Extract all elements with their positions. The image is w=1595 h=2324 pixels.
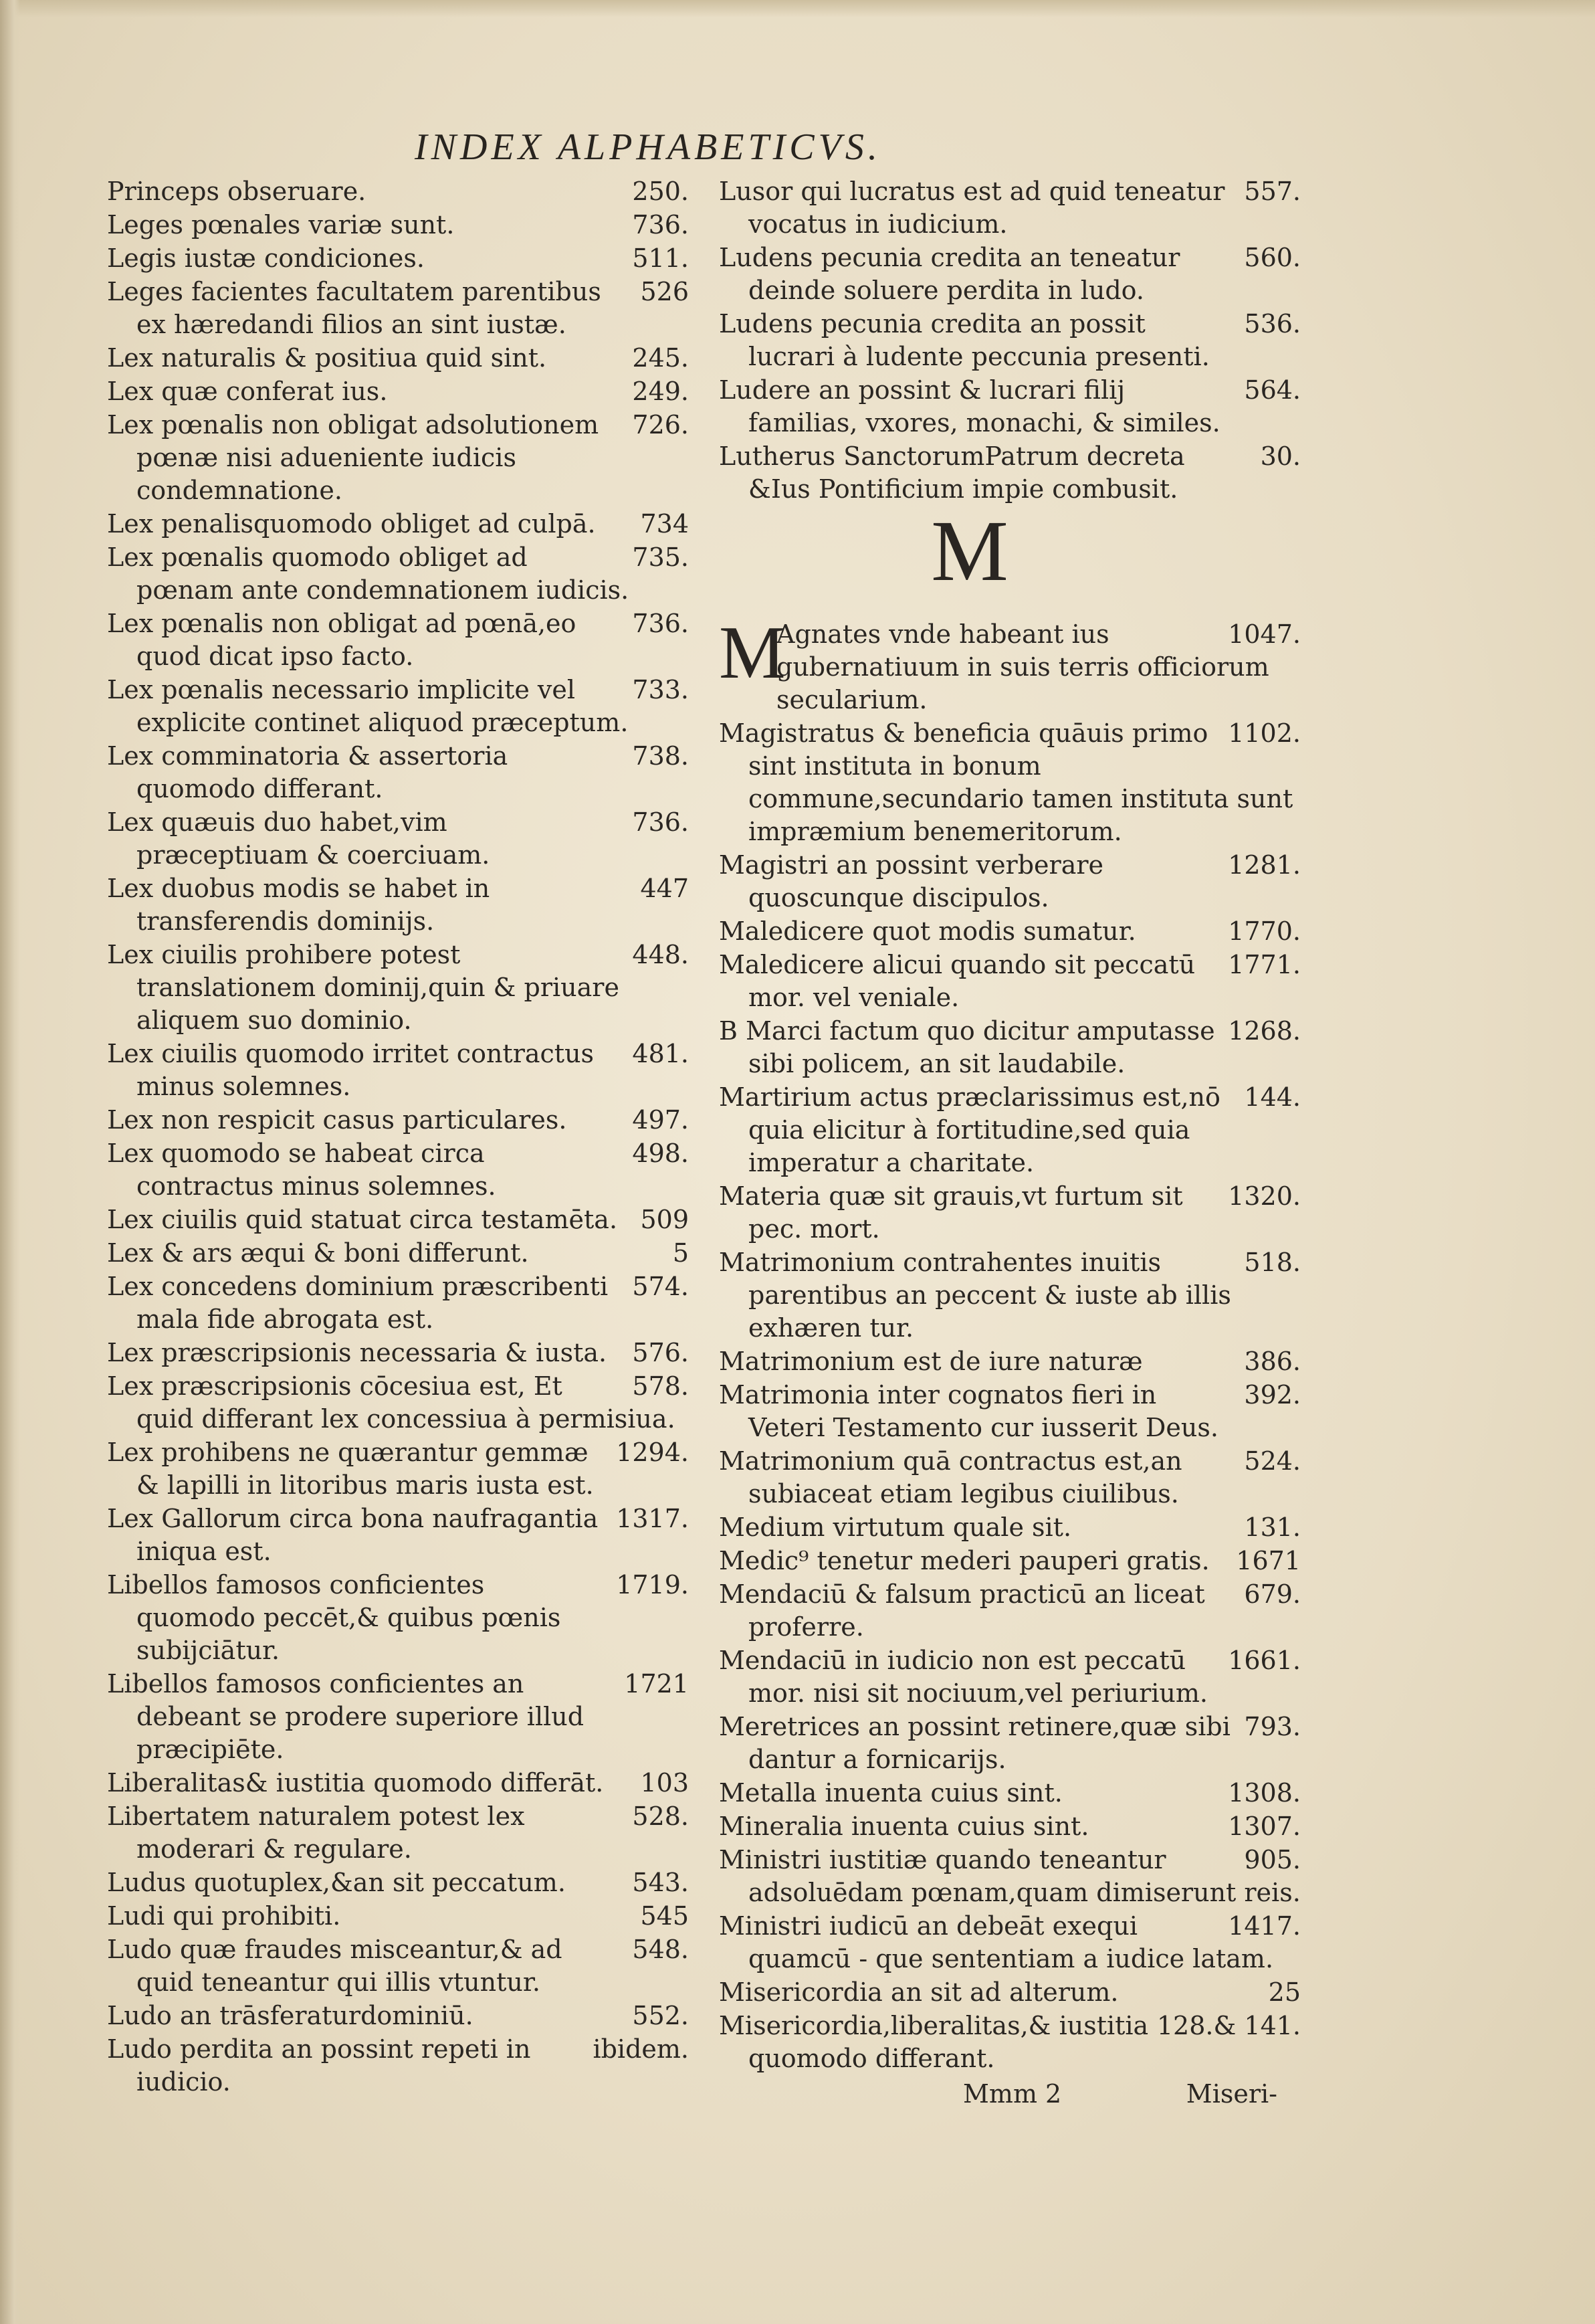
drop-capital: M xyxy=(719,611,786,694)
index-entry xyxy=(107,1270,689,1336)
entry-page-number: 552. xyxy=(632,2001,689,2030)
entry-page-number: 1719. xyxy=(616,1570,689,1600)
index-column-left xyxy=(107,175,689,2099)
entry-text: Ludo an trāsferaturdominiū. xyxy=(107,2001,473,2030)
index-entry xyxy=(719,1844,1301,1909)
entry-text: Lex præscripsionis necessaria & iusta. xyxy=(107,1338,607,1367)
entry-page-number: 735. xyxy=(632,543,689,572)
entry-text: Matrimonium quā contractus est,an subiaceat etiam legibus ciuilibus. xyxy=(719,1446,1182,1509)
entry-text: Lex comminatoria & assertoria quomodo differant. xyxy=(107,741,508,803)
entry-text: Lex præscripsionis cōcesiua est, Et quid differant lex concessiua à permisiua. xyxy=(107,1371,675,1434)
entry-page-number: 1308. xyxy=(1228,1778,1301,1808)
page-footer xyxy=(963,2077,1277,2111)
index-entry xyxy=(719,1578,1301,1644)
entry-text: Libellos famosos conficientes quomodo peccēt,& quibus pœnis subijciātur. xyxy=(107,1570,561,1665)
entry-text: Agnates vnde habeant ius gubernatiuum in suis terris officiorum secularium. xyxy=(776,619,1269,714)
entry-page-number: 518. xyxy=(1244,1248,1301,1277)
entry-text: Magistri an possint verberare quoscunque discipulos. xyxy=(719,850,1104,912)
entry-text: Lex pœnalis non obligat adsolutionem pœnæ nisi adueniente iudicis condemnatione. xyxy=(107,410,599,505)
entry-page-number: 386. xyxy=(1244,1347,1301,1376)
entry-text: Ludo perdita an possint repeti in iudicio. xyxy=(107,2034,531,2097)
entry-text: Lex penalisquomodo obliget ad culpā. xyxy=(107,509,596,539)
page-shadow-top xyxy=(0,0,1595,17)
index-entry xyxy=(107,1203,689,1236)
entry-text: Lex naturalis & positiua quid sint. xyxy=(107,343,547,373)
entry-text: Lutherus SanctorumPatrum decreta &Ius Pontificium impie combusit. xyxy=(719,442,1185,504)
entry-text: Ministri iudicū an debeāt exequi quamcū - que sententiam a iudice latam. xyxy=(719,1911,1274,1973)
entry-page-number: 392. xyxy=(1244,1380,1301,1410)
index-entry xyxy=(107,409,689,507)
entry-text: Lex quæuis duo habet,vim præceptiuam & coerciuam. xyxy=(107,807,490,870)
entry-page-number: 25 xyxy=(1268,1977,1301,2007)
entry-page-number: 131. xyxy=(1244,1513,1301,1542)
index-entry xyxy=(107,1370,689,1436)
entry-page-number: 1307. xyxy=(1228,1812,1301,1841)
index-entry-dropcap xyxy=(719,611,1301,716)
entry-text: Libellos famosos conficientes an debeant se prodere superiore illud præcipiēte. xyxy=(107,1669,584,1764)
index-entry xyxy=(107,276,689,341)
entry-page-number: 1047. xyxy=(1228,619,1301,649)
entry-text: Matrimonia inter cognatos fieri in Veteri Testamento cur iusserit Deus. xyxy=(719,1380,1218,1442)
entry-text: Lex quæ conferat ius. xyxy=(107,377,388,406)
index-entry xyxy=(107,375,689,408)
signature-mark: Mmm 2 xyxy=(963,2079,1062,2109)
entry-text: Ludus quotuplex,&an sit peccatum. xyxy=(107,1868,566,1897)
index-entry xyxy=(107,541,689,607)
entry-text: Lusor qui lucratus est ad quid teneatur vocatus in iudicium. xyxy=(719,177,1225,239)
index-entry xyxy=(719,849,1301,914)
entry-text: Ministri iustitiæ quando teneantur adsoluēdam pœnam,quam dimiserunt reis. xyxy=(719,1845,1301,1907)
entry-text: B Marci factum quo dicitur amputasse sibi policem, an sit laudabile. xyxy=(719,1016,1215,1078)
entry-text: Matrimonium est de iure naturæ xyxy=(719,1347,1143,1376)
index-entry xyxy=(107,674,689,739)
index-entry xyxy=(107,1237,689,1270)
entry-text: Princeps obseruare. xyxy=(107,177,366,206)
entry-page-number: 526 xyxy=(640,277,689,306)
catchword: Miseri- xyxy=(1186,2079,1277,2109)
entry-page-number: 736. xyxy=(632,210,689,239)
entry-text: Misericordia,liberalitas,& iustitia quomodo differant. xyxy=(719,2011,1149,2073)
index-entry xyxy=(107,1503,689,1568)
entry-text: Misericordia an sit ad alterum. xyxy=(719,1977,1119,2007)
entry-page-number: 1317. xyxy=(616,1504,689,1533)
entry-text: Ludi qui prohibiti. xyxy=(107,1901,341,1931)
index-entry xyxy=(719,1711,1301,1776)
entry-page-number: 511. xyxy=(632,244,689,273)
entry-page-number: 1320. xyxy=(1228,1181,1301,1211)
index-entry xyxy=(719,175,1301,241)
index-entry xyxy=(107,209,689,241)
entry-page-number: 128.& 141. xyxy=(1156,2011,1301,2040)
entry-page-number: 793. xyxy=(1244,1712,1301,1741)
index-entry xyxy=(719,1246,1301,1345)
index-entry xyxy=(719,1910,1301,1975)
index-entry xyxy=(719,440,1301,506)
index-entry xyxy=(107,1436,689,1502)
index-entry xyxy=(107,1800,689,1866)
entry-text: Metalla inuenta cuius sint. xyxy=(719,1778,1063,1808)
section-letter-heading: M xyxy=(931,503,1008,599)
entry-text: Matrimonium contrahentes inuitis parentibus an peccent & iuste ab illis exhæren tur. xyxy=(719,1248,1231,1343)
index-entry xyxy=(107,1337,689,1369)
entry-text: Lex ciuilis quid statuat circa testamēta. xyxy=(107,1205,618,1234)
index-entry xyxy=(107,1866,689,1899)
entry-text: Meretrices an possint retinere,quæ sibi dantur a fornicarijs. xyxy=(719,1712,1231,1774)
index-entry xyxy=(107,1933,689,1999)
entry-text: Medium virtutum quale sit. xyxy=(719,1513,1072,1542)
entry-page-number: 560. xyxy=(1244,243,1301,272)
index-entry xyxy=(719,1976,1301,2009)
index-entry xyxy=(719,717,1301,848)
index-entry xyxy=(107,872,689,938)
index-entry xyxy=(719,2010,1301,2075)
entry-text: Lex Gallorum circa bona naufragantia iniqua est. xyxy=(107,1504,599,1566)
index-entry xyxy=(107,1767,689,1800)
entry-text: Mineralia inuenta cuius sint. xyxy=(719,1812,1089,1841)
index-entry xyxy=(107,939,689,1037)
entry-page-number: 578. xyxy=(632,1371,689,1401)
entry-text: Liberalitas& iustitia quomodo differāt. xyxy=(107,1768,604,1798)
entry-page-number: 543. xyxy=(632,1868,689,1897)
entry-page-number: 1661. xyxy=(1228,1646,1301,1675)
entry-text: Lex quomodo se habeat circa contractus minus solemnes. xyxy=(107,1139,496,1201)
entry-text: Maledicere quot modis sumatur. xyxy=(719,916,1136,946)
entry-page-number: 245. xyxy=(632,343,689,373)
index-entry xyxy=(719,1644,1301,1710)
entry-text: Mendaciū & falsum practicū an liceat proferre. xyxy=(719,1579,1205,1642)
entry-page-number: 576. xyxy=(632,1338,689,1367)
entry-page-number: 497. xyxy=(632,1105,689,1135)
entry-page-number: 726. xyxy=(632,410,689,440)
index-entry xyxy=(107,806,689,872)
entry-page-number: 1770. xyxy=(1228,916,1301,946)
entry-page-number: 250. xyxy=(632,177,689,206)
index-entry xyxy=(719,1445,1301,1511)
entry-page-number: 1102. xyxy=(1228,718,1301,748)
entry-page-number: 498. xyxy=(632,1139,689,1168)
entry-page-number: 447 xyxy=(640,874,689,903)
index-entry xyxy=(107,1104,689,1137)
index-entry xyxy=(107,1569,689,1667)
index-entry xyxy=(719,949,1301,1014)
entry-page-number: 1417. xyxy=(1228,1911,1301,1941)
entry-text: Lex ciuilis prohibere potest translationem dominij,quin & priuare aliquem suo dominio. xyxy=(107,940,619,1035)
index-entry xyxy=(107,607,689,673)
entry-text: Lex & ars æqui & boni differunt. xyxy=(107,1238,529,1268)
entry-text: Ludens pecunia credita an teneatur deinde soluere perdita in ludo. xyxy=(719,243,1180,305)
index-entry xyxy=(719,374,1301,440)
entry-text: Medic⁹ tenetur mederi pauperi gratis. xyxy=(719,1546,1210,1575)
entry-page-number: ibidem. xyxy=(593,2034,689,2064)
entry-text: Lex non respicit casus particulares. xyxy=(107,1105,567,1135)
entry-page-number: 524. xyxy=(1244,1446,1301,1476)
entry-page-number: 1771. xyxy=(1228,950,1301,979)
entry-page-number: 448. xyxy=(632,940,689,969)
entry-text: Ludo quæ fraudes misceantur,& ad quid teneantur qui illis vtuntur. xyxy=(107,1935,562,1997)
entry-text: Materia quæ sit grauis,vt furtum sit pec. mort. xyxy=(719,1181,1183,1244)
entry-text: Lex concedens dominium præscribenti mala fide abrogata est. xyxy=(107,1272,609,1334)
entry-page-number: 5 xyxy=(672,1238,689,1268)
index-entry xyxy=(107,175,689,208)
index-entries-l-continued xyxy=(719,175,1301,506)
index-entry xyxy=(719,1081,1301,1179)
entry-page-number: 30. xyxy=(1260,442,1301,471)
entry-page-number: 1294. xyxy=(616,1438,689,1467)
entry-page-number: 1281. xyxy=(1228,850,1301,880)
entry-text: Magistratus & beneficia quāuis primo sint instituta in bonum commune,secundario tamen instituta sunt impræmium benemeritorum. xyxy=(719,718,1293,846)
index-entry xyxy=(719,915,1301,948)
index-entry xyxy=(107,2033,689,2099)
entry-page-number: 564. xyxy=(1244,375,1301,405)
entry-page-number: 548. xyxy=(632,1935,689,1964)
entry-page-number: 679. xyxy=(1244,1579,1301,1609)
entry-text: Libertatem naturalem potest lex moderari & regulare. xyxy=(107,1802,525,1864)
index-column-right xyxy=(719,175,1301,2076)
index-entry xyxy=(719,1345,1301,1378)
index-entry xyxy=(107,740,689,805)
entry-text: Ludere an possint & lucrari filij familias, vxores, monachi, & similes. xyxy=(719,375,1220,438)
index-entry xyxy=(719,1511,1301,1544)
entry-page-number: 1671 xyxy=(1236,1546,1301,1575)
entry-text: Martirium actus præclarissimus est,nō quia elicitur à fortitudine,sed quia imperatur a charitate. xyxy=(719,1082,1220,1177)
entry-page-number: 574. xyxy=(632,1272,689,1301)
entry-page-number: 528. xyxy=(632,1802,689,1831)
entry-page-number: 905. xyxy=(1244,1845,1301,1874)
entry-text: Lex pœnalis non obligat ad pœnā,eo quod dicat ipso facto. xyxy=(107,609,576,671)
index-entry xyxy=(719,1180,1301,1246)
page-gutter-left xyxy=(0,0,20,2324)
entry-page-number: 144. xyxy=(1244,1082,1301,1112)
entry-page-number: 736. xyxy=(632,807,689,837)
entry-page-number: 1268. xyxy=(1228,1016,1301,1046)
entry-text: Lex prohibens ne quærantur gemmæ & lapilli in litoribus maris iusta est. xyxy=(107,1438,594,1500)
entry-text: Lex pœnalis necessario implicite vel explicite continet aliquod præceptum. xyxy=(107,675,629,737)
entry-page-number: 509 xyxy=(640,1205,689,1234)
index-entry xyxy=(719,1015,1301,1080)
entry-text: Leges facientes facultatem parentibus ex hæredandi filios an sint iustæ. xyxy=(107,277,601,339)
entry-page-number: 249. xyxy=(632,377,689,406)
index-entries-m xyxy=(719,717,1301,2075)
index-entry xyxy=(107,242,689,275)
entry-page-number: 103 xyxy=(640,1768,689,1798)
index-entry xyxy=(107,1137,689,1203)
entry-text: Legis iustæ condiciones. xyxy=(107,244,425,273)
entry-text: Mendaciū in iudicio non est peccatū mor. nisi sit nociuum,vel periurium. xyxy=(719,1646,1208,1708)
entry-page-number: 733. xyxy=(632,675,689,704)
entry-page-number: 545 xyxy=(640,1901,689,1931)
index-entry xyxy=(107,2000,689,2032)
index-entry xyxy=(719,1777,1301,1810)
entry-text: Maledicere alicui quando sit peccatū mor. vel veniale. xyxy=(719,950,1196,1012)
index-entry xyxy=(719,1810,1301,1843)
entry-text: Lex duobus modis se habet in transferendis dominijs. xyxy=(107,874,490,936)
index-entry xyxy=(107,1668,689,1766)
index-entry xyxy=(107,508,689,541)
entry-page-number: 536. xyxy=(1244,309,1301,338)
entry-page-number: 481. xyxy=(632,1039,689,1068)
entry-page-number: 734 xyxy=(640,509,689,539)
entry-text: Lex pœnalis quomodo obliget ad pœnam ante condemnationem iudicis. xyxy=(107,543,629,605)
entry-text: Lex ciuilis quomodo irritet contractus minus solemnes. xyxy=(107,1039,595,1101)
index-entry xyxy=(719,241,1301,307)
index-entry xyxy=(719,1379,1301,1444)
entry-page-number: 557. xyxy=(1244,177,1301,206)
entry-page-number: 736. xyxy=(632,609,689,638)
entry-page-number: 738. xyxy=(632,741,689,771)
entry-page-number: 1721 xyxy=(624,1669,689,1699)
entry-text: Ludens pecunia credita an possit lucrari à ludente peccunia presenti. xyxy=(719,309,1210,371)
index-entry xyxy=(107,342,689,375)
index-entry xyxy=(107,1900,689,1933)
index-entry xyxy=(719,308,1301,373)
entry-text: Leges pœnales variæ sunt. xyxy=(107,210,455,239)
running-header: INDEX ALPHABETICVS. xyxy=(415,126,881,168)
index-entry xyxy=(107,1038,689,1103)
index-entry xyxy=(719,1545,1301,1577)
